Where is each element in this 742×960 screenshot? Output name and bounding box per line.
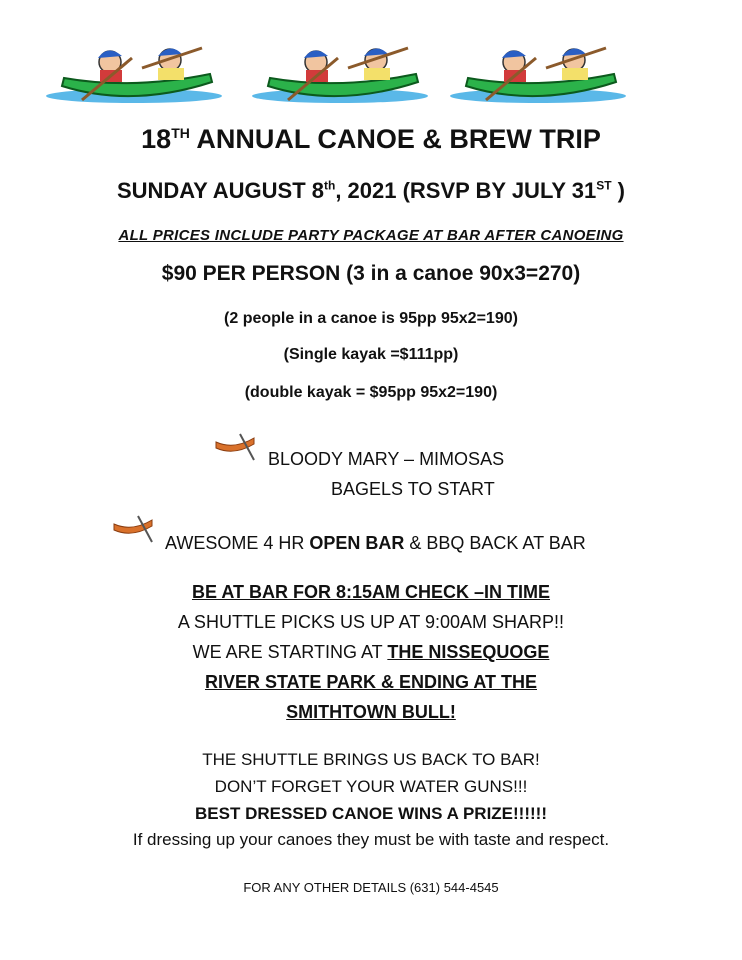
- title-text: ANNUAL CANOE & BREW TRIP: [189, 124, 601, 154]
- date-text: SUNDAY AUGUST 8: [116, 178, 324, 203]
- bullet-drinks: BLOODY MARY – MIMOSAS: [268, 449, 505, 469]
- page-title: [0, 124, 742, 155]
- price-double-kayak: (double kayak = $95pp 95x2=190): [244, 384, 498, 401]
- water-guns-line: DON’T FORGET YOUR WATER GUNS!!!: [214, 777, 528, 796]
- date-line: [0, 178, 742, 204]
- rsvp-sup: ST: [596, 178, 612, 193]
- open-bar-post: & BBQ BACK AT BAR: [404, 533, 586, 553]
- title-sup: TH: [171, 125, 190, 141]
- title-number: 18: [141, 124, 172, 154]
- date-sup: th: [323, 178, 336, 193]
- price-two-people: (2 people in a canoe is 95pp 95x2=190): [224, 310, 518, 327]
- contact-line: FOR ANY OTHER DETAILS (631) 544-4545: [243, 880, 499, 895]
- rsvp-close: ): [611, 178, 626, 203]
- open-bar-pre: AWESOME 4 HR: [165, 533, 310, 553]
- bullet-bagels: BAGELS TO START: [331, 479, 495, 499]
- canoe-paddle-icon: [112, 514, 158, 549]
- bullet-open-bar: [165, 533, 586, 554]
- start-bold: THE NISSEQUOGE: [387, 642, 550, 662]
- package-note: ALL PRICES INCLUDE PARTY PACKAGE AT BAR AFTER CANOEING: [118, 227, 624, 244]
- park-line: RIVER STATE PARK & ENDING AT THE: [204, 672, 537, 692]
- shuttle-line: A SHUTTLE PICKS US UP AT 9:00AM SHARP!!: [177, 612, 565, 632]
- canoe-paddlers-icon: [446, 38, 626, 108]
- canoe-paddlers-icon: [42, 38, 222, 108]
- rsvp-text: , 2021 (RSVP BY JULY 31: [335, 178, 597, 203]
- price-single-kayak: (Single kayak =$111pp): [283, 346, 459, 363]
- price-main: $90 PER PERSON (3 in a canoe 90x3=270): [161, 262, 581, 285]
- taste-line: If dressing up your canoes they must be with taste and respect.: [132, 830, 610, 849]
- start-line: [0, 642, 742, 663]
- start-pre: WE ARE STARTING AT: [192, 642, 388, 662]
- end-line: SMITHTOWN BULL!: [286, 702, 456, 722]
- open-bar-bold: OPEN BAR: [309, 533, 405, 553]
- shuttle-back-line: THE SHUTTLE BRINGS US BACK TO BAR!: [202, 750, 540, 769]
- canoe-paddle-icon: [214, 432, 260, 467]
- checkin-line: BE AT BAR FOR 8:15AM CHECK –IN TIME: [191, 582, 551, 602]
- canoe-paddlers-icon: [248, 38, 428, 108]
- prize-line: BEST DRESSED CANOE WINS A PRIZE!!!!!!: [195, 804, 547, 823]
